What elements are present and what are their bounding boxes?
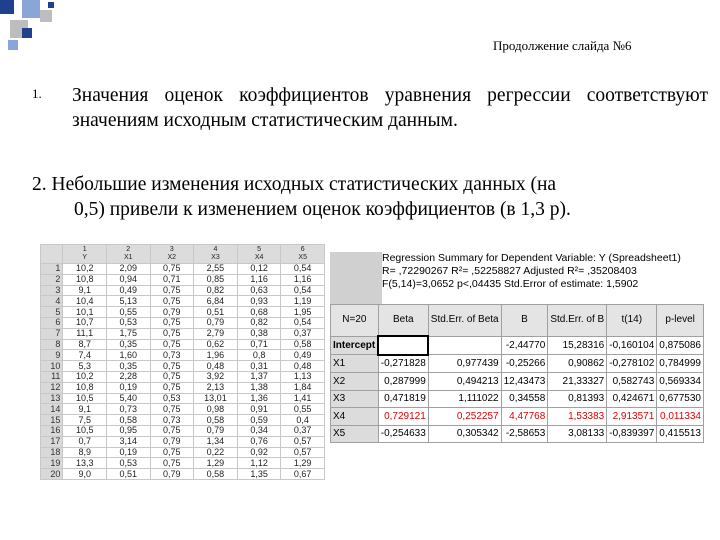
cell[interactable]: 1,41 bbox=[281, 393, 325, 404]
cell[interactable]: 0,19 bbox=[106, 447, 150, 458]
table-row bbox=[41, 264, 325, 275]
table-row bbox=[331, 336, 704, 355]
n-label: N=20 bbox=[331, 305, 379, 337]
table-row bbox=[41, 339, 325, 350]
cell[interactable]: 0,75 bbox=[150, 382, 194, 393]
column-header[interactable]: B bbox=[501, 305, 548, 337]
cell[interactable]: 0,51 bbox=[106, 469, 150, 480]
regression-summary bbox=[330, 252, 701, 440]
cell[interactable]: 7,4 bbox=[63, 350, 107, 361]
cell[interactable]: 0,37 bbox=[281, 328, 325, 339]
cell[interactable]: 5,40 bbox=[106, 393, 150, 404]
cell[interactable]: 0,54 bbox=[281, 317, 325, 328]
table-row bbox=[41, 436, 325, 447]
table-row bbox=[41, 361, 325, 372]
cell[interactable]: 0,53 bbox=[106, 317, 150, 328]
cell[interactable]: 0,79 bbox=[150, 469, 194, 480]
cell[interactable]: 0,305342 bbox=[428, 425, 501, 443]
column-header[interactable]: p-level bbox=[657, 305, 704, 337]
cell[interactable]: 9,0 bbox=[63, 469, 107, 480]
table-row bbox=[41, 296, 325, 307]
column-header[interactable]: 4 X3 bbox=[194, 245, 238, 264]
column-header[interactable]: 1 Y bbox=[63, 245, 107, 264]
cell[interactable]: 0,424671 bbox=[607, 390, 657, 408]
column-header[interactable]: t(14) bbox=[607, 305, 657, 337]
cell[interactable]: 2,28 bbox=[106, 371, 150, 382]
cell[interactable] bbox=[428, 336, 501, 355]
table-row bbox=[41, 371, 325, 382]
cell[interactable]: 1,29 bbox=[194, 458, 238, 469]
table-row bbox=[41, 317, 325, 328]
row-header[interactable]: 10 bbox=[41, 361, 63, 372]
cell[interactable]: 0,977439 bbox=[428, 355, 501, 373]
row-header[interactable]: 4 bbox=[41, 296, 63, 307]
row-header[interactable]: 11 bbox=[41, 371, 63, 382]
cell[interactable]: 0,79 bbox=[150, 436, 194, 447]
cell[interactable]: -0,278102 bbox=[607, 355, 657, 373]
table-row bbox=[331, 425, 704, 443]
cell[interactable]: 1,29 bbox=[281, 458, 325, 469]
row-header[interactable]: 19 bbox=[41, 458, 63, 469]
cell[interactable]: 0,75 bbox=[150, 361, 194, 372]
cell[interactable]: 0,90862 bbox=[548, 355, 607, 373]
cell[interactable]: 1,60 bbox=[106, 350, 150, 361]
cell[interactable]: 0,75 bbox=[150, 371, 194, 382]
cell[interactable]: 0,79 bbox=[150, 307, 194, 318]
cell[interactable]: 0,71 bbox=[150, 274, 194, 285]
cell[interactable]: 0,68 bbox=[237, 307, 281, 318]
cell[interactable]: 0,569334 bbox=[657, 373, 704, 391]
column-header[interactable]: 5 X4 bbox=[237, 245, 281, 264]
cell[interactable]: 0,62 bbox=[194, 339, 238, 350]
column-header[interactable]: Std.Err. of Beta bbox=[428, 305, 501, 337]
point-1-number: 1. bbox=[32, 86, 42, 101]
data-spreadsheet bbox=[40, 244, 325, 479]
row-header[interactable]: 17 bbox=[41, 436, 63, 447]
cell[interactable]: -0,160104 bbox=[607, 336, 657, 355]
cell[interactable]: 0,75 bbox=[150, 328, 194, 339]
cell[interactable]: 1,36 bbox=[237, 393, 281, 404]
cell[interactable]: 1,16 bbox=[237, 274, 281, 285]
regression-info bbox=[382, 252, 692, 304]
cell[interactable]: 10,4 bbox=[63, 296, 107, 307]
row-label[interactable]: X1 bbox=[331, 355, 379, 373]
cell[interactable]: 10,8 bbox=[63, 274, 107, 285]
table-row bbox=[41, 307, 325, 318]
table-row bbox=[41, 328, 325, 339]
cell[interactable]: 0,98 bbox=[194, 404, 238, 415]
cell[interactable]: 0,91 bbox=[237, 404, 281, 415]
sheet-corner-cell[interactable] bbox=[41, 245, 63, 264]
cell[interactable]: 0,75 bbox=[150, 447, 194, 458]
point-2-text bbox=[32, 172, 708, 222]
cell[interactable]: 1,95 bbox=[281, 307, 325, 318]
cell[interactable]: 0,75 bbox=[150, 404, 194, 415]
row-header[interactable]: 5 bbox=[41, 307, 63, 318]
cell[interactable]: 0,82 bbox=[237, 317, 281, 328]
cell[interactable]: 0,582743 bbox=[607, 373, 657, 391]
cell[interactable]: 1,19 bbox=[281, 296, 325, 307]
cell[interactable]: 10,5 bbox=[63, 393, 107, 404]
cell[interactable]: -0,254633 bbox=[378, 425, 428, 443]
column-header[interactable]: Beta bbox=[378, 305, 428, 337]
cell[interactable]: 0,7 bbox=[63, 436, 107, 447]
cell[interactable]: 0,94 bbox=[106, 274, 150, 285]
cell[interactable]: 10,1 bbox=[63, 307, 107, 318]
table-row bbox=[41, 393, 325, 404]
cell[interactable]: 0,12 bbox=[237, 264, 281, 275]
cell[interactable]: 12,43473 bbox=[501, 373, 548, 391]
cell[interactable]: 8,9 bbox=[63, 447, 107, 458]
column-header[interactable]: 3 X2 bbox=[150, 245, 194, 264]
row-label[interactable]: X3 bbox=[331, 390, 379, 408]
row-header[interactable]: 20 bbox=[41, 469, 63, 480]
cell[interactable]: 1,75 bbox=[106, 328, 150, 339]
cell[interactable]: 3,14 bbox=[106, 436, 150, 447]
cell[interactable]: 13,3 bbox=[63, 458, 107, 469]
row-header[interactable]: 13 bbox=[41, 393, 63, 404]
row-header[interactable]: 8 bbox=[41, 339, 63, 350]
column-header[interactable]: 2 X1 bbox=[106, 245, 150, 264]
cell[interactable]: 10,5 bbox=[63, 425, 107, 436]
cell[interactable]: 0,73 bbox=[150, 415, 194, 426]
row-header[interactable]: 9 bbox=[41, 350, 63, 361]
table-row bbox=[41, 458, 325, 469]
cell[interactable]: 0,81393 bbox=[548, 390, 607, 408]
cell[interactable]: 1,12 bbox=[237, 458, 281, 469]
cell[interactable]: 8,7 bbox=[63, 339, 107, 350]
cell[interactable]: 0,8 bbox=[237, 350, 281, 361]
cell[interactable]: 1,111022 bbox=[428, 390, 501, 408]
cell[interactable]: 6,84 bbox=[194, 296, 238, 307]
cell[interactable]: 0,75 bbox=[150, 458, 194, 469]
cell[interactable]: 10,7 bbox=[63, 317, 107, 328]
table-corner bbox=[330, 252, 382, 304]
cell[interactable]: 0,58 bbox=[194, 415, 238, 426]
cell[interactable]: 0,58 bbox=[106, 415, 150, 426]
cell[interactable]: 0,677530 bbox=[657, 390, 704, 408]
row-header[interactable]: 6 bbox=[41, 317, 63, 328]
column-header[interactable]: Std.Err. of B bbox=[548, 305, 607, 337]
row-label[interactable]: X5 bbox=[331, 425, 379, 443]
cell[interactable]: 0,79 bbox=[194, 317, 238, 328]
cell[interactable]: 0,252257 bbox=[428, 408, 501, 426]
cell[interactable]: 5,3 bbox=[63, 361, 107, 372]
row-header[interactable]: 7 bbox=[41, 328, 63, 339]
table-row bbox=[41, 274, 325, 285]
table-row bbox=[41, 350, 325, 361]
cell[interactable]: 2,09 bbox=[106, 264, 150, 275]
spreadsheet-table bbox=[40, 244, 325, 480]
row-header[interactable]: 3 bbox=[41, 285, 63, 296]
cell[interactable]: 0,82 bbox=[194, 285, 238, 296]
table-row bbox=[41, 469, 325, 480]
point-2-line-2: 0,5) привели к изменением оценок коэффициентов (в 1,3 р). bbox=[74, 199, 571, 220]
cell[interactable]: 0,75 bbox=[150, 285, 194, 296]
cell[interactable]: 7,5 bbox=[63, 415, 107, 426]
slide-continuation-note: Продолжение слайда №6 bbox=[493, 38, 632, 53]
cell[interactable]: 0,75 bbox=[150, 296, 194, 307]
cell[interactable]: 0,67 bbox=[281, 469, 325, 480]
regression-info-line-3: F(5,14)=3,0652 p<,04435 Std.Error of estimate: 1,5902 bbox=[382, 278, 639, 290]
cell[interactable]: 10,2 bbox=[63, 371, 107, 382]
cell[interactable]: 0,494213 bbox=[428, 373, 501, 391]
cell[interactable]: 3,08133 bbox=[548, 425, 607, 443]
table-row bbox=[331, 390, 704, 408]
row-header[interactable]: 16 bbox=[41, 425, 63, 436]
cell[interactable]: 0,48 bbox=[194, 361, 238, 372]
cell[interactable]: 0,59 bbox=[237, 415, 281, 426]
cell[interactable]: 0,58 bbox=[281, 339, 325, 350]
cell[interactable]: 0,415513 bbox=[657, 425, 704, 443]
cell[interactable]: 0,75 bbox=[150, 317, 194, 328]
cell[interactable]: 1,96 bbox=[194, 350, 238, 361]
cell[interactable]: 0,49 bbox=[281, 350, 325, 361]
cell[interactable]: 0,35 bbox=[106, 339, 150, 350]
point-1-text: Значения оценок коэффициентов уравнения регрессии соответствуют значениям исходным статистическим данным. bbox=[72, 85, 708, 131]
cell[interactable]: 0,37 bbox=[281, 425, 325, 436]
table-row bbox=[41, 425, 325, 436]
cell[interactable]: 21,33327 bbox=[548, 373, 607, 391]
table-row bbox=[41, 404, 325, 415]
cell[interactable]: 0,51 bbox=[194, 307, 238, 318]
cell[interactable]: 15,28316 bbox=[548, 336, 607, 355]
cell[interactable]: 10,2 bbox=[63, 264, 107, 275]
cell[interactable]: 0,58 bbox=[194, 469, 238, 480]
cell[interactable]: 0,38 bbox=[237, 328, 281, 339]
cell[interactable]: 11,1 bbox=[63, 328, 107, 339]
cell[interactable]: 0,85 bbox=[194, 274, 238, 285]
cell[interactable]: 2,55 bbox=[194, 264, 238, 275]
row-label[interactable]: Intercept bbox=[331, 336, 379, 355]
cell[interactable]: 0,54 bbox=[281, 285, 325, 296]
table-row bbox=[331, 408, 704, 426]
cell[interactable]: 9,1 bbox=[63, 285, 107, 296]
cell[interactable]: 0,19 bbox=[106, 382, 150, 393]
table-row bbox=[41, 447, 325, 458]
cell[interactable]: 0,73 bbox=[106, 404, 150, 415]
cell[interactable]: 9,1 bbox=[63, 404, 107, 415]
cell[interactable]: -0,25266 bbox=[501, 355, 548, 373]
cell[interactable]: 0,92 bbox=[237, 447, 281, 458]
row-header[interactable]: 12 bbox=[41, 382, 63, 393]
cell[interactable]: 1,37 bbox=[237, 371, 281, 382]
table-row bbox=[41, 415, 325, 426]
cell[interactable]: -0,271828 bbox=[378, 355, 428, 373]
cell[interactable]: 0,75 bbox=[150, 425, 194, 436]
cell[interactable]: 0,49 bbox=[106, 285, 150, 296]
row-header[interactable]: 18 bbox=[41, 447, 63, 458]
cell[interactable]: 0,73 bbox=[150, 350, 194, 361]
cell[interactable]: 0,34 bbox=[237, 425, 281, 436]
cell[interactable]: 0,53 bbox=[150, 393, 194, 404]
cell[interactable]: 0,54 bbox=[281, 264, 325, 275]
cell[interactable]: -2,44770 bbox=[501, 336, 548, 355]
cell[interactable]: 0,875086 bbox=[657, 336, 704, 355]
cell[interactable]: 0,22 bbox=[194, 447, 238, 458]
cell[interactable]: 0,35 bbox=[106, 361, 150, 372]
table-row bbox=[41, 285, 325, 296]
row-header[interactable]: 2 bbox=[41, 274, 63, 285]
cell[interactable]: 1,16 bbox=[281, 274, 325, 285]
regression-table bbox=[330, 304, 704, 443]
cell[interactable]: 1,84 bbox=[281, 382, 325, 393]
cell[interactable]: 5,13 bbox=[106, 296, 150, 307]
cell[interactable]: 0,4 bbox=[281, 415, 325, 426]
cell[interactable]: 2,79 bbox=[194, 328, 238, 339]
cell[interactable]: 0,784999 bbox=[657, 355, 704, 373]
cell[interactable]: 0,55 bbox=[281, 404, 325, 415]
cell[interactable]: 0,76 bbox=[237, 436, 281, 447]
cell[interactable]: 1,53383 bbox=[548, 408, 607, 426]
row-label[interactable]: X4 bbox=[331, 408, 379, 426]
cell[interactable]: 0,79 bbox=[194, 425, 238, 436]
cell[interactable]: 0,95 bbox=[106, 425, 150, 436]
cell[interactable]: 0,729121 bbox=[378, 408, 428, 426]
table-row bbox=[331, 355, 704, 373]
cell[interactable]: 10,8 bbox=[63, 382, 107, 393]
cell[interactable]: 1,35 bbox=[237, 469, 281, 480]
table-row bbox=[41, 382, 325, 393]
cell[interactable]: -2,58653 bbox=[501, 425, 548, 443]
cell[interactable]: 2,13 bbox=[194, 382, 238, 393]
cell[interactable]: 0,93 bbox=[237, 296, 281, 307]
point-2-line-1: 2. Небольшие изменения исходных статистических данных (на bbox=[32, 174, 557, 195]
table-row bbox=[331, 373, 704, 391]
cell[interactable]: 0,63 bbox=[237, 285, 281, 296]
cell[interactable]: 1,13 bbox=[281, 371, 325, 382]
row-label[interactable]: X2 bbox=[331, 373, 379, 391]
regression-info-line-2: R= ,72290267 R²= ,52258827 Adjusted R²= ,35208403 bbox=[382, 265, 637, 277]
cell[interactable]: 3,92 bbox=[194, 371, 238, 382]
column-header[interactable]: 6 X5 bbox=[281, 245, 325, 264]
cell[interactable]: 2,913571 bbox=[607, 408, 657, 426]
cell[interactable]: 1,34 bbox=[194, 436, 238, 447]
cell[interactable]: 0,55 bbox=[106, 307, 150, 318]
row-header[interactable]: 15 bbox=[41, 415, 63, 426]
cell[interactable]: 0,57 bbox=[281, 436, 325, 447]
cell[interactable]: 0,31 bbox=[237, 361, 281, 372]
regression-info-line-1: Regression Summary for Dependent Variable: Y (Spreadsheet1) bbox=[382, 252, 681, 264]
cell[interactable]: 0,75 bbox=[150, 339, 194, 350]
cell[interactable] bbox=[378, 336, 428, 355]
cell[interactable]: 1,38 bbox=[237, 382, 281, 393]
row-header[interactable]: 14 bbox=[41, 404, 63, 415]
cell[interactable]: 0,471819 bbox=[378, 390, 428, 408]
row-header[interactable]: 1 bbox=[41, 264, 63, 275]
cell[interactable]: 0,011334 bbox=[657, 408, 704, 426]
cell[interactable]: 0,34558 bbox=[501, 390, 548, 408]
cell[interactable]: 0,75 bbox=[150, 264, 194, 275]
cell[interactable]: 0,53 bbox=[106, 458, 150, 469]
cell[interactable]: 0,71 bbox=[237, 339, 281, 350]
cell[interactable]: 0,287999 bbox=[378, 373, 428, 391]
cell[interactable]: -0,839397 bbox=[607, 425, 657, 443]
cell[interactable]: 0,57 bbox=[281, 447, 325, 458]
cell[interactable]: 4,47768 bbox=[501, 408, 548, 426]
cell[interactable]: 0,48 bbox=[281, 361, 325, 372]
cell[interactable]: 13,01 bbox=[194, 393, 238, 404]
